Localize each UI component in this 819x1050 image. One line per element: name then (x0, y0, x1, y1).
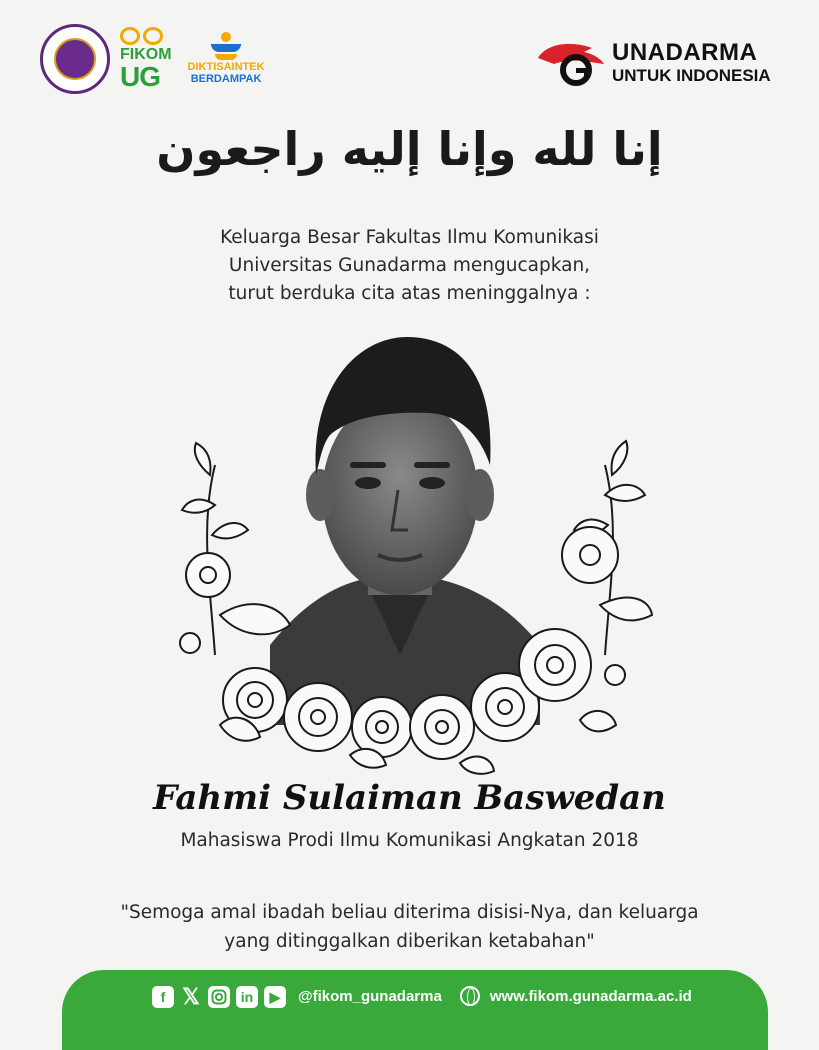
gunadarma-logo-text: UNADARMA (612, 38, 758, 66)
prayer-line-1: "Semoga amal ibadah beliau diterima disisi-Nya, dan keluarga (120, 902, 699, 923)
intro-line-1: Keluarga Besar Fakultas Ilmu Komunikasi (220, 227, 599, 248)
diktisaintek-emblem-icon (209, 32, 243, 62)
portrait-with-floral-wreath (160, 325, 660, 785)
intro-line-3: turut berduka cita atas meninggalnya : (228, 283, 591, 304)
arabic-calligraphy: إنا لله وإنا إليه راجعون (156, 122, 663, 176)
deceased-role: Mahasiswa Prodi Ilmu Komunikasi Angkatan 2018 (180, 830, 639, 851)
footer-bar (62, 970, 768, 1050)
dikti-logo-line1: DIKTISAINTEK (187, 61, 265, 74)
fikom-logo-text: FIKOM (120, 46, 172, 63)
untuk-indonesia-logo-text: UNTUK INDONESIA (612, 65, 771, 85)
university-seal-logo (40, 24, 110, 94)
prayer-quote (0, 898, 819, 956)
ug-logo-text: UG (120, 61, 160, 92)
header-logos-left (40, 24, 265, 94)
deceased-name: Fahmi Sulaiman Baswedan (153, 778, 666, 818)
condolence-intro (0, 224, 819, 308)
linkedin-icon[interactable]: in (236, 986, 258, 1008)
x-twitter-icon[interactable]: 𝕏 (182, 984, 200, 1009)
dikti-logo-line2: BERDAMPAK (190, 73, 262, 85)
diktisaintek-logo (188, 32, 265, 85)
facebook-icon[interactable]: f (152, 986, 174, 1008)
website-link[interactable]: www.fikom.gunadarma.ac.id (489, 988, 692, 1005)
youtube-icon[interactable]: ▶ (264, 986, 286, 1008)
instagram-icon[interactable] (208, 986, 230, 1008)
gunadarma-untuk-indonesia-logo (536, 38, 771, 86)
fikom-ug-logo (120, 27, 172, 91)
social-handle[interactable]: @fikom_gunadarma (298, 988, 442, 1005)
intro-line-2: Universitas Gunadarma mengucapkan, (228, 255, 591, 276)
globe-icon (460, 986, 480, 1006)
red-flame-g-icon (536, 38, 606, 86)
prayer-line-2: yang ditinggalkan diberikan ketabahan" (224, 931, 595, 952)
